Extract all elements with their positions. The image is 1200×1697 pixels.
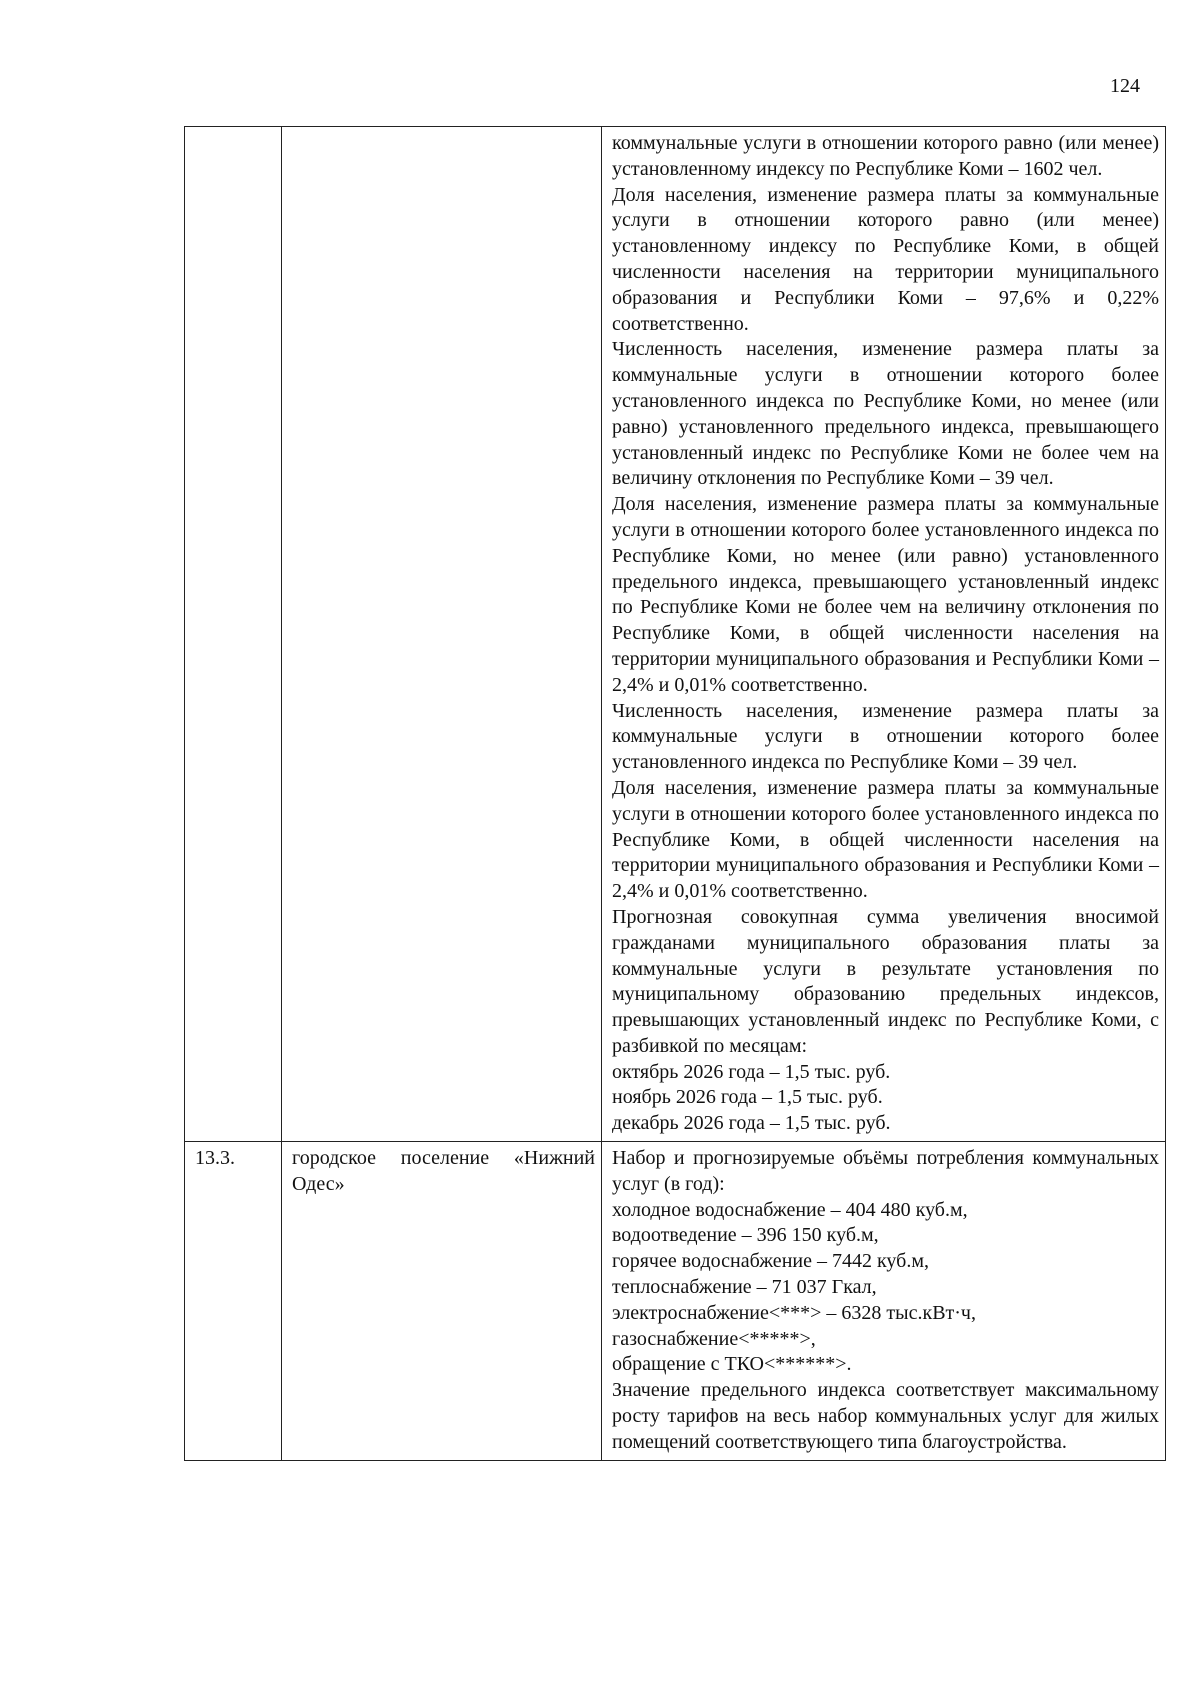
service-volume: электроснабжение<***> – 6328 тыс.кВт·ч, (612, 1301, 976, 1324)
paragraph: Прогнозная совокупная сумма увеличения вносимой гражданами муниципального образования платы за коммунальные услуги в результате установления по муниципальному образованию предельных индексов, превышающих установленный индекс по Республике Коми, с разбивкой по месяцам: (612, 905, 1159, 1057)
page-number: 124 (1110, 75, 1140, 97)
service-volume: водоотведение – 396 150 куб.м, (612, 1224, 879, 1247)
service-volume: теплоснабжение – 71 037 Гкал, (612, 1276, 877, 1299)
table-row (185, 127, 1166, 1142)
service-volume: газоснабжение<*****>, (612, 1327, 816, 1350)
paragraph: Численность населения, изменение размера платы за коммунальные услуги в отношении которого более установленного индекса по Республике Коми, но менее (или равно) установленного предельного индекса, превышающего установленный индекс по Республике Коми не более чем на величину отклонения по Республике Коми – 39 чел. (612, 338, 1159, 490)
document-table (184, 126, 1166, 1461)
paragraph: Численность населения, изменение размера платы за коммунальные услуги в отношении которого более установленного индекса по Республике Коми – 39 чел. (612, 699, 1159, 774)
paragraph: Набор и прогнозируемые объёмы потребления коммунальных услуг (в год): (612, 1147, 1159, 1195)
row-number-cell (185, 127, 282, 1142)
municipality-name-cell: городское поселение «Нижний Одес» (282, 1142, 602, 1461)
paragraph: Доля населения, изменение размера платы за коммунальные услуги в отношении которого более установленного индекса по Республике Коми, но менее (или равно) установленного предельного индекса, превышающего установленный индекс по Республике Коми не более чем на величину отклонения по Республике Коми, в общей численности населения на территории муниципального образования и Республики Коми – 2,4% и 0,01% соответственно. (612, 493, 1159, 696)
paragraph: Доля населения, изменение размера платы за коммунальные услуги в отношении которого более установленного индекса по Республике Коми, в общей численности населения на территории муниципального образования и Республики Коми – 2,4% и 0,01% соответственно. (612, 776, 1159, 903)
service-volume: горячее водоснабжение – 7442 куб.м, (612, 1250, 929, 1273)
paragraph: Доля населения, изменение размера платы за коммунальные услуги в отношении которого равно (или менее) установленному индексу по Республике Коми, в общей численности населения на территории муниципального образования и Республики Коми – 97,6% и 0,22% соответственно. (612, 183, 1159, 335)
description-cell (602, 127, 1166, 1142)
row-number-cell: 13.3. (185, 1142, 282, 1461)
monthly-amount: октябрь 2026 года – 1,5 тыс. руб. (612, 1060, 891, 1083)
paragraph: Значение предельного индекса соответствует максимальному росту тарифов на весь набор коммунальных услуг для жилых помещений соответствующего типа благоустройства. (612, 1379, 1159, 1453)
monthly-amount: ноябрь 2026 года – 1,5 тыс. руб. (612, 1086, 883, 1109)
description-cell (602, 1142, 1166, 1461)
monthly-amount: декабрь 2026 года – 1,5 тыс. руб. (612, 1112, 891, 1135)
service-volume: обращение с ТКО<******>. (612, 1353, 852, 1376)
table-row (185, 1142, 1166, 1461)
service-volume: холодное водоснабжение – 404 480 куб.м, (612, 1198, 968, 1221)
paragraph: коммунальные услуги в отношении которого равно (или менее) установленному индексу по Республике Коми – 1602 чел. (612, 132, 1159, 180)
municipality-name-cell (282, 127, 602, 1142)
